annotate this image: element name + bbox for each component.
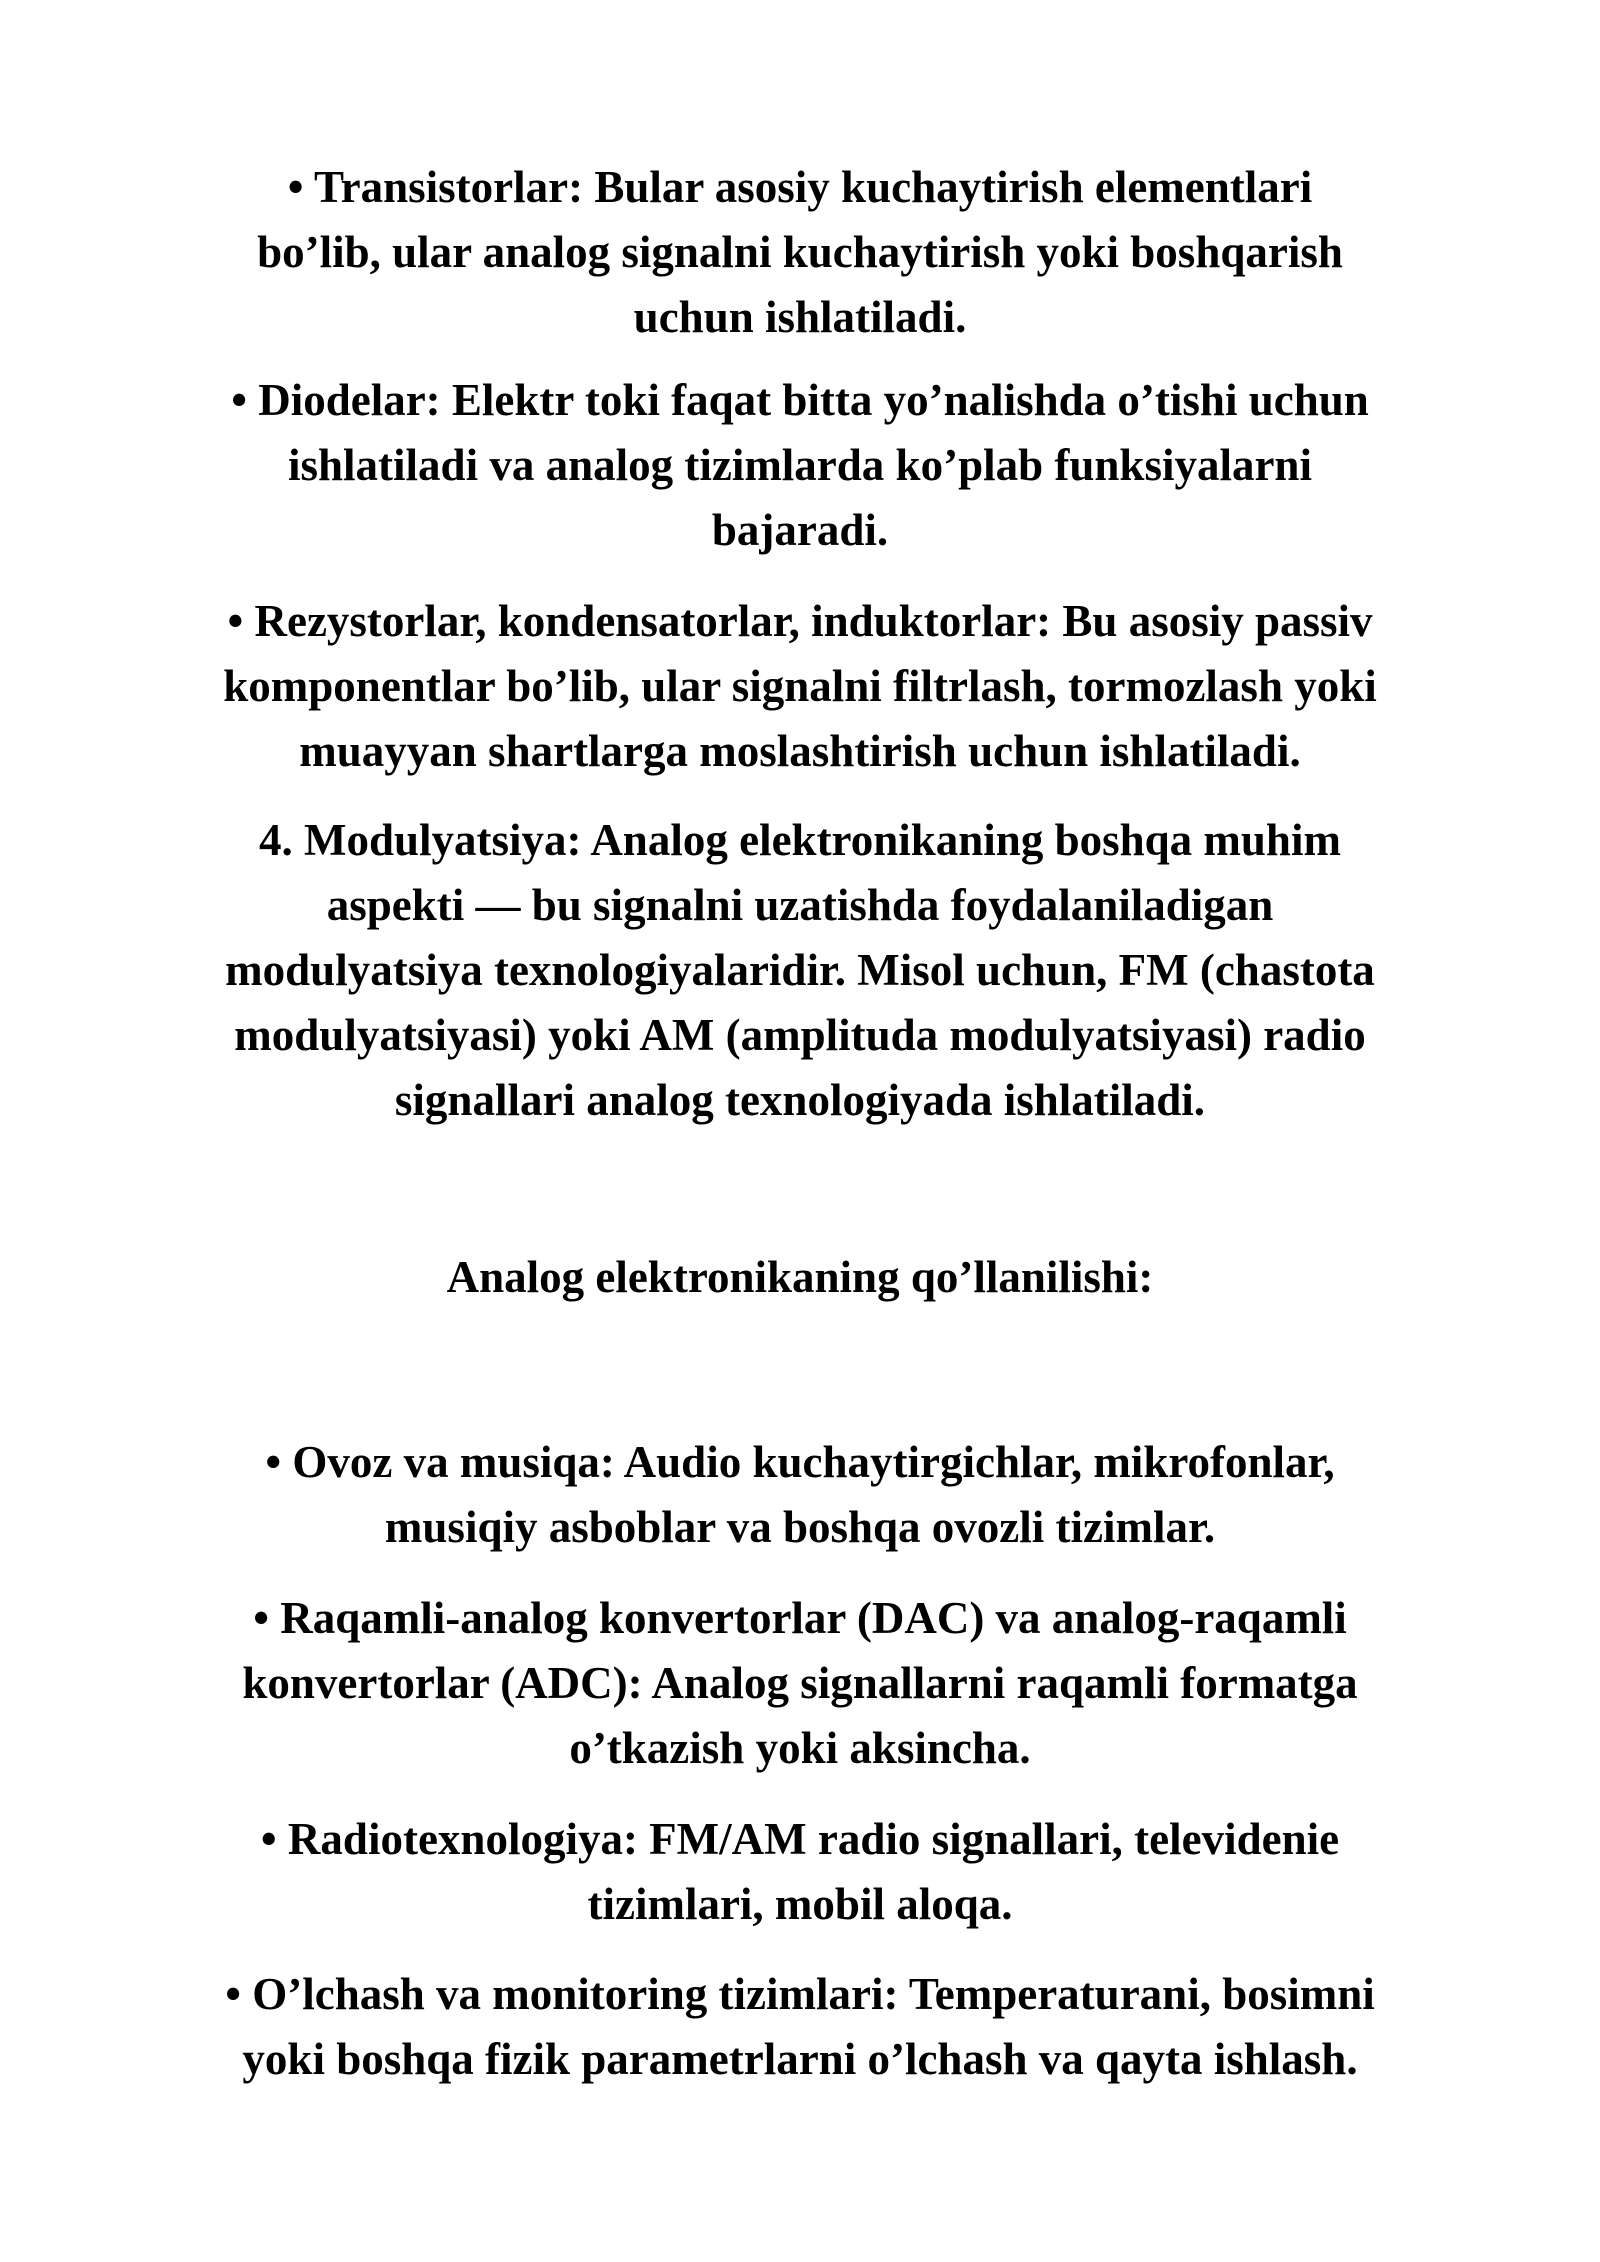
paragraph-line: modulyatsiya texnologiyalaridir. Misol uchun, FM (chastota (225, 945, 1375, 995)
paragraph-line: signallari analog texnologiyada ishlatiladi. (394, 1075, 1206, 1125)
paragraph-line: komponentlar bo’lib, ular signalni filtrlash, tormozlash yoki (223, 661, 1377, 711)
paragraph-line: • O’lchash va monitoring tizimlari: Temperaturani, bosimni (225, 1969, 1375, 2019)
paragraph-ovoz-musiqa (220, 1430, 1380, 1560)
paragraph-konvertorlar (220, 1586, 1380, 1781)
paragraph-transistorlar (220, 155, 1380, 350)
paragraph-diodelar (220, 368, 1380, 563)
paragraph-olchash (220, 1962, 1380, 2092)
paragraph-line: konvertorlar (ADC): Analog signallarni raqamli formatga (242, 1658, 1358, 1708)
paragraph-line: • Rezystorlar, kondensatorlar, induktorlar: Bu asosiy passiv (227, 596, 1373, 646)
paragraph-line: yoki boshqa fizik parametrlarni o’lchash va qayta ishlash. (242, 2034, 1358, 2084)
paragraph-modulyatsiya (220, 808, 1380, 1133)
paragraph-line: • Radiotexnologiya: FM/AM radio signallari, televidenie (260, 1814, 1340, 1864)
paragraph-line: modulyatsiyasi) yoki AM (amplituda modulyatsiyasi) radio (234, 1010, 1366, 1060)
paragraph-line: bajaradi. (711, 505, 889, 555)
paragraph-line: musiqiy asboblar va boshqa ovozli tizimlar. (384, 1502, 1216, 1552)
paragraph-line: uchun ishlatiladi. (633, 292, 967, 342)
paragraph-line: • Ovoz va musiqa: Audio kuchaytirgichlar, mikrofonlar, (265, 1437, 1335, 1487)
section-heading: Analog elektronikaning qo’llanilishi: (446, 1252, 1154, 1302)
paragraph-line: muayyan shartlarga moslashtirish uchun ishlatiladi. (299, 726, 1301, 776)
paragraph-line: o’tkazish yoki aksincha. (569, 1723, 1031, 1773)
paragraph-line: ishlatiladi va analog tizimlarda ko’plab funksiyalarni (288, 440, 1312, 490)
paragraph-line: • Transistorlar: Bular asosiy kuchaytirish elementlari (287, 162, 1313, 212)
paragraph-line: tizimlari, mobil aloqa. (587, 1879, 1013, 1929)
paragraph-radiotexnologiya (220, 1807, 1380, 1937)
paragraph-line: • Raqamli-analog konvertorlar (DAC) va analog-raqamli (253, 1593, 1347, 1643)
paragraph-line: 4. Modulyatsiya: Analog elektronikaning boshqa muhim (259, 815, 1341, 865)
paragraph-line: • Diodelar: Elektr toki faqat bitta yo’nalishda o’tishi uchun (231, 375, 1369, 425)
paragraph-line: aspekti — bu signalni uzatishda foydalaniladigan (326, 880, 1274, 930)
paragraph-rezystorlar (220, 589, 1380, 784)
paragraph-line: bo’lib, ular analog signalni kuchaytirish yoki boshqarish (257, 227, 1343, 277)
